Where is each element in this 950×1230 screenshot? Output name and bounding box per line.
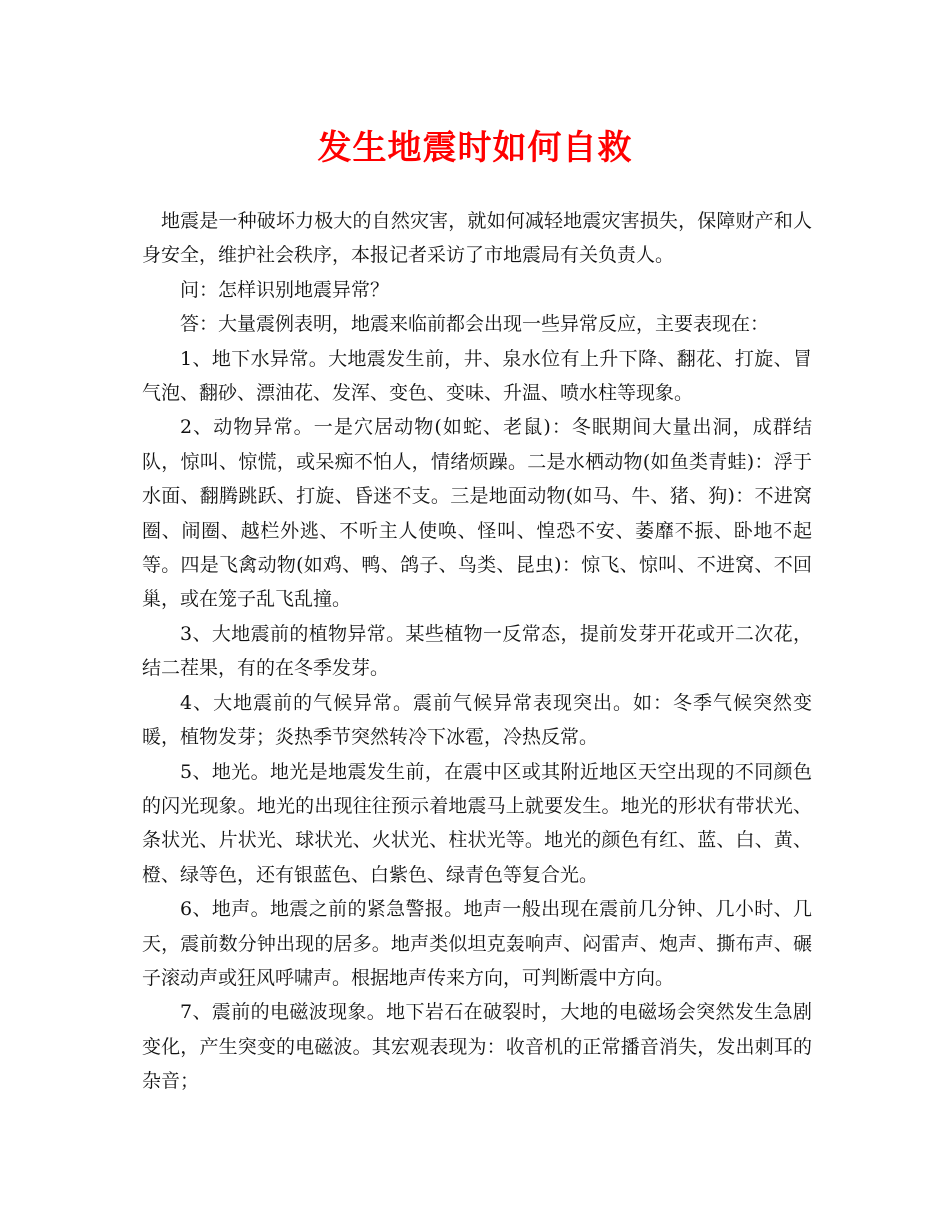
paragraph-item-6: 6、地声。地震之前的紧急警报。地声一般出现在震前几分钟、几小时、几天，震前数分钟出现的居多。地声类似坦克轰响声、闷雷声、炮声、撕布声、碾子滚动声或狂风呼啸声。根据地声传来方向，可判断震中方向。 (142, 898, 812, 989)
paragraph-answer: 答：大量震例表明，地震来临前都会出现一些异常反应，主要表现在： (180, 313, 770, 336)
paragraph-item-1: 1、地下水异常。大地震发生前，井、泉水位有上升下降、翻花、打旋、冒气泡、翻砂、漂油花、发浑、变色、变味、升温、喷水柱等现象。 (142, 347, 812, 405)
document-title: 发生地震时如何自救 (317, 128, 633, 168)
paragraph-item-3: 3、大地震前的植物异常。某些植物一反常态，提前发芽开花或开二次花，结二茬果，有的在冬季发芽。 (142, 622, 812, 680)
document-body (142, 204, 812, 1099)
paragraph-item-2: 2、动物异常。一是穴居动物(如蛇、老鼠)：冬眠期间大量出洞，成群结队，惊叫、惊慌，或呆痴不怕人，情绪烦躁。二是水栖动物(如鱼类青蛙)：浮于水面、翻腾跳跃、打旋、昏迷不支。三是地面动物(如马、牛、猪、狗)：不进窝圈、闹圈、越栏外逃、不听主人使唤、怪叫、惶恐不安、萎靡不振、卧地不起等。四是飞禽动物(如鸡、鸭、鸽子、鸟类、昆虫)：惊飞、惊叫、不进窝、不回巢，或在笼子乱飞乱撞。 (142, 416, 812, 611)
paragraph-question: 问：怎样识别地震异常？ (180, 278, 390, 301)
paragraph-item-7: 7、震前的电磁波现象。地下岩石在破裂时，大地的电磁场会突然发生急剧变化，产生突变的电磁波。其宏观表现为：收音机的正常播音消失，发出刺耳的杂音； (142, 1001, 812, 1093)
paragraph-intro: 地震是一种破坏力极大的自然灾害，就如何减轻地震灾害损失，保障财产和人身安全，维护社会秩序，本报记者采访了市地震局有关负责人。 (142, 210, 812, 267)
paragraph-item-4: 4、大地震前的气候异常。震前气候异常表现突出。如：冬季气候突然变暖，植物发芽；炎热季节突然转冷下冰雹，冷热反常。 (142, 691, 812, 749)
paragraph-item-5: 5、地光。地光是地震发生前，在震中区或其附近地区天空出现的不同颜色的闪光现象。地光的出现往往预示着地震马上就要发生。地光的形状有带状光、条状光、片状光、球状光、火状光、柱状光等。地光的颜色有红、蓝、白、黄、橙、绿等色，还有银蓝色、白紫色、绿青色等复合光。 (142, 760, 812, 886)
